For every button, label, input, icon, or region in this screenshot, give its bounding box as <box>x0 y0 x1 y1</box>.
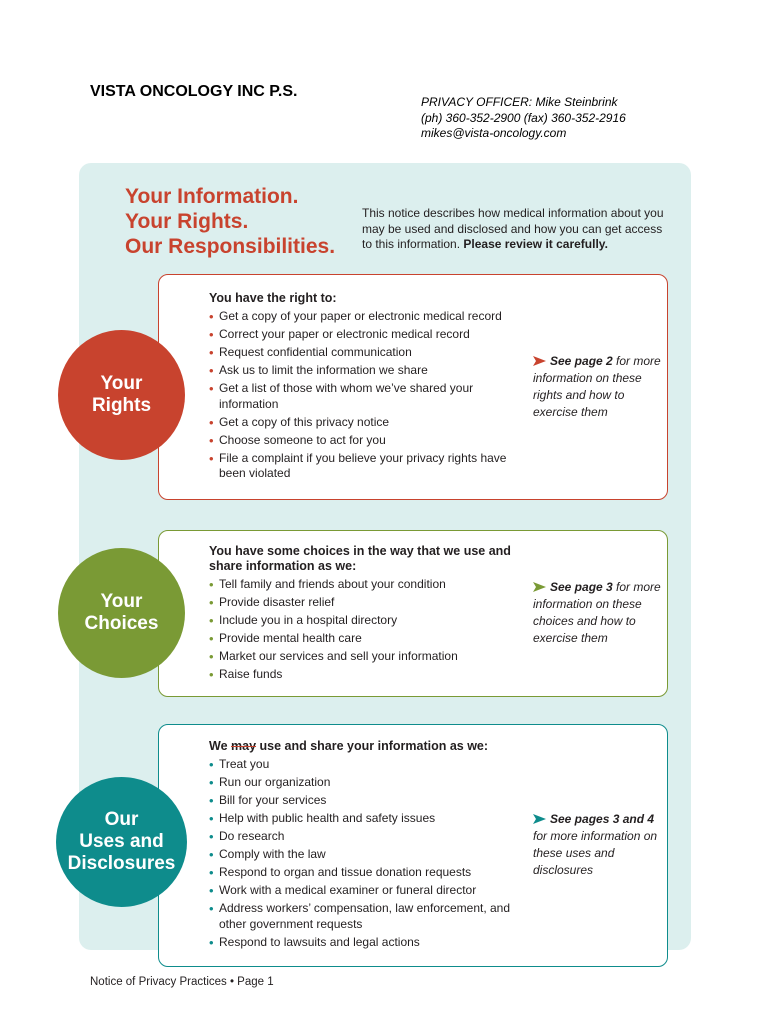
list-item-text: Treat you <box>219 757 270 771</box>
privacy-officer-contact <box>421 95 626 142</box>
choices-heading: You have some choices in the way that we use and share information as we: <box>209 544 511 573</box>
rights-content <box>209 291 519 484</box>
list-item <box>209 613 519 629</box>
list-item-text: Help with public health and safety issues <box>219 811 436 825</box>
list-item-text: Respond to organ and tissue donation requests <box>219 865 472 879</box>
bullet-icon: • <box>209 811 214 826</box>
intro-text: This notice describes how medical information about you may be used and disclosed and how you can get access to this information. <box>362 206 664 251</box>
bullet-icon: • <box>209 865 214 880</box>
uses-heading-post: use and share your information as we: <box>256 739 489 753</box>
list-item-text: Tell family and friends about your condition <box>219 577 446 591</box>
uses-see-text: for more information on these uses and disclosures <box>533 829 658 877</box>
uses-circle-badge <box>56 777 187 907</box>
bullet-icon: • <box>209 829 214 844</box>
rights-circle-badge <box>58 330 185 460</box>
list-item-text: Get a copy of this privacy notice <box>219 414 390 429</box>
list-item <box>209 595 519 611</box>
choices-section <box>158 530 668 697</box>
list-item <box>209 793 519 809</box>
bullet-icon: • <box>209 631 214 646</box>
list-item <box>209 327 519 343</box>
list-item-text: Correct your paper or electronic medical record <box>219 327 470 341</box>
list-item-text: Address workers’ compensation, law enforcement, and other government requests <box>219 901 511 931</box>
list-item <box>209 363 519 379</box>
bullet-icon: • <box>209 577 214 592</box>
list-item <box>209 433 519 449</box>
list-item-text: Get a copy of your paper or electronic medical record <box>219 309 502 323</box>
list-item-text: Do research <box>219 829 285 843</box>
list-item-text: Ask us to limit the information we share <box>219 363 428 377</box>
bullet-icon: • <box>209 345 214 360</box>
officer-email-line: mikes@vista-oncology.com <box>421 126 567 140</box>
bullet-icon: • <box>209 883 214 898</box>
list-item-text: File a complaint if you believe your privacy rights have been violated <box>219 450 507 480</box>
list-item-text: Provide mental health care <box>219 631 362 645</box>
rights-section <box>158 274 668 500</box>
rights-see-page-note <box>533 353 668 421</box>
choices-see-text: for more information on these choices and how to exercise them <box>533 580 661 645</box>
list-item <box>209 901 519 932</box>
list-item-text: Provide disaster relief <box>219 595 335 609</box>
bullet-icon: • <box>209 613 214 628</box>
list-item <box>209 935 519 951</box>
list-item <box>209 757 519 773</box>
rights-heading: You have the right to: <box>209 291 337 305</box>
list-item <box>209 847 519 863</box>
list-item-text: Respond to lawsuits and legal actions <box>219 934 420 949</box>
arrow-right-icon <box>533 582 546 592</box>
bullet-icon: • <box>209 432 214 448</box>
list-item-text: Choose someone to act for you <box>219 432 386 447</box>
list-item-text: Work with a medical examiner or funeral director <box>219 883 477 897</box>
list-item <box>209 649 519 665</box>
rights-list <box>209 309 519 482</box>
list-item <box>209 381 519 412</box>
list-item <box>209 667 519 683</box>
bullet-icon: • <box>209 414 214 430</box>
list-item <box>209 811 519 827</box>
list-item <box>209 415 519 431</box>
bullet-icon: • <box>209 757 214 772</box>
list-item <box>209 345 519 361</box>
bullet-icon: • <box>209 793 214 808</box>
uses-list <box>209 757 519 950</box>
list-item <box>209 865 519 881</box>
bullet-icon: • <box>209 450 214 466</box>
choices-content <box>209 544 519 685</box>
company-name: VISTA ONCOLOGY INC P.S. <box>90 83 298 100</box>
list-item <box>209 829 519 845</box>
list-item-text: Include you in a hospital directory <box>219 613 398 627</box>
uses-see-page-note <box>533 811 668 879</box>
uses-heading-pre: We <box>209 739 231 753</box>
uses-badge-line-2: Uses and <box>79 831 164 852</box>
bullet-icon: • <box>209 775 214 790</box>
choices-circle-badge <box>58 548 185 678</box>
list-item-text: Raise funds <box>219 667 283 681</box>
list-item-text: Get a list of those with whom we’ve shared your information <box>219 381 474 411</box>
uses-heading-struck-word: may <box>231 739 257 753</box>
bullet-icon: • <box>209 667 214 682</box>
choices-see-page-note <box>533 579 668 647</box>
arrow-right-icon <box>533 814 546 824</box>
intro-notice <box>362 206 672 253</box>
choices-badge-line-1: Your <box>100 591 143 612</box>
list-item-text: Run our organization <box>219 775 331 789</box>
headline-line-3: Our Responsibilities. <box>125 235 336 258</box>
bullet-icon: • <box>209 381 214 396</box>
arrow-right-icon <box>533 356 546 366</box>
bullet-icon: • <box>209 934 214 950</box>
list-item <box>209 631 519 647</box>
list-item <box>209 883 519 899</box>
bullet-icon: • <box>209 327 214 342</box>
bullet-icon: • <box>209 363 214 378</box>
uses-heading <box>209 739 519 754</box>
bullet-icon: • <box>209 901 214 916</box>
uses-section <box>158 724 668 967</box>
bullet-icon: • <box>209 309 214 324</box>
officer-name-line: PRIVACY OFFICER: Mike Steinbrink <box>421 95 618 109</box>
headline-line-2: Your Rights. <box>125 210 249 233</box>
rights-see-page: See page 2 <box>550 354 613 368</box>
page-footer: Notice of Privacy Practices • Page 1 <box>90 976 274 988</box>
rights-see-text: for more information on these rights and how to exercise them <box>533 354 661 419</box>
list-item-text: Comply with the law <box>219 847 326 861</box>
choices-list <box>209 577 519 683</box>
list-item-text: Market our services and sell your information <box>219 649 458 663</box>
list-item <box>209 775 519 791</box>
uses-badge-line-3: Disclosures <box>67 853 176 874</box>
list-item-text: Bill for your services <box>219 793 327 807</box>
bullet-icon: • <box>209 847 214 862</box>
rights-badge-line-2: Rights <box>91 395 152 416</box>
rights-badge-line-1: Your <box>100 373 143 394</box>
intro-emphasis: Please review it carefully. <box>463 237 608 251</box>
bullet-icon: • <box>209 595 214 610</box>
choices-badge-line-2: Choices <box>84 613 159 634</box>
page-headline <box>125 184 335 259</box>
list-item-text: Request confidential communication <box>219 345 412 359</box>
uses-badge-line-1: Our <box>104 809 139 830</box>
officer-phone-line: (ph) 360-352-2900 (fax) 360-352-2916 <box>421 110 626 125</box>
list-item <box>209 309 519 325</box>
uses-content <box>209 739 519 953</box>
bullet-icon: • <box>209 649 214 664</box>
list-item <box>209 577 519 593</box>
list-item <box>209 451 519 482</box>
choices-see-page: See page 3 <box>550 580 613 594</box>
uses-see-page: See pages 3 and 4 <box>550 812 655 826</box>
headline-line-1: Your Information. <box>125 185 299 208</box>
